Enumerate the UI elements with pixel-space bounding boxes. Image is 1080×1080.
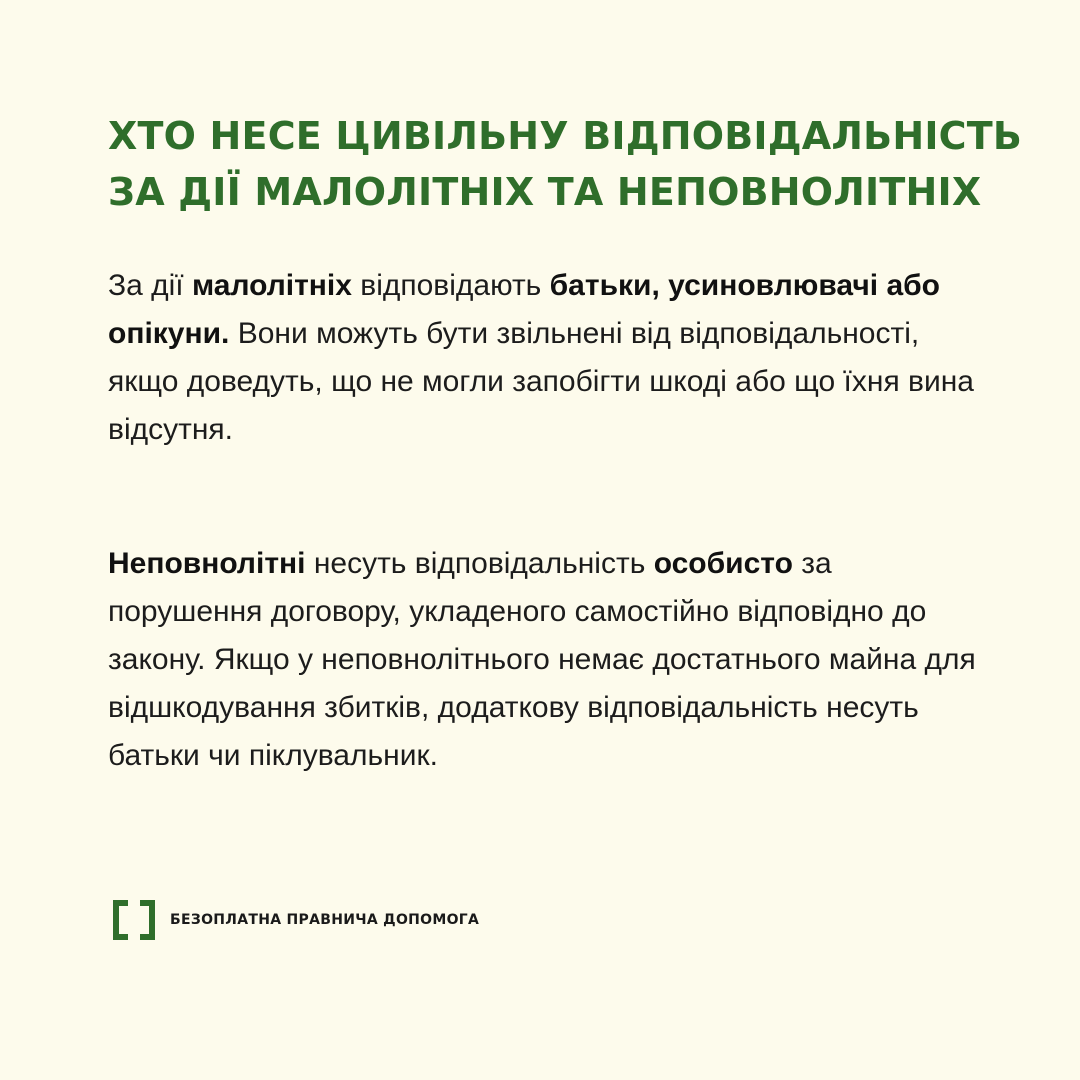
footer-brand xyxy=(112,900,479,940)
paragraph-adolescents-text-2: за порушення договору, укладеного самостійно відповідно до закону. Якщо у неповнолітнього немає достатнього майна для відшкодування збитків, додаткову відповідальність несуть батьки чи піклувальник. xyxy=(108,547,976,772)
paragraph-adolescents-bold-1: Неповнолітні xyxy=(108,547,306,580)
paragraph-minors-text-1: За дії xyxy=(108,269,192,302)
page-title-line-2: ЗА ДІЇ МАЛОЛІТНІХ ТА НЕПОВНОЛІТНІХ xyxy=(108,170,982,214)
paragraph-minors-bold-1: малолітніх xyxy=(191,269,352,302)
paragraph-minors-text-3: Вони можуть бути звільнені від відповідальності, якщо доведуть, що не могли запобігти шкоді або що їхня вина відсутня. xyxy=(108,317,974,446)
page-title xyxy=(108,108,1022,220)
paragraph-minors-text-2: відповідають xyxy=(351,269,550,302)
footer-brand-label: БЕЗОПЛАТНА ПРАВНИЧА ДОПОМОГА xyxy=(170,912,480,928)
page-title-line-1: ХТО НЕСЕ ЦИВІЛЬНУ ВІДПОВІДАЛЬНІСТЬ xyxy=(108,114,1023,158)
paragraph-adolescents-text-1: несуть відповідальність xyxy=(305,547,654,580)
bracket-logo-icon xyxy=(112,900,156,940)
paragraph-adolescents xyxy=(108,540,988,780)
paragraph-adolescents-bold-2: особисто xyxy=(653,547,793,580)
paragraph-minors xyxy=(108,262,988,454)
paragraph-minors-bold-2: батьки, усиновлювачі або опікуни. xyxy=(108,269,940,350)
